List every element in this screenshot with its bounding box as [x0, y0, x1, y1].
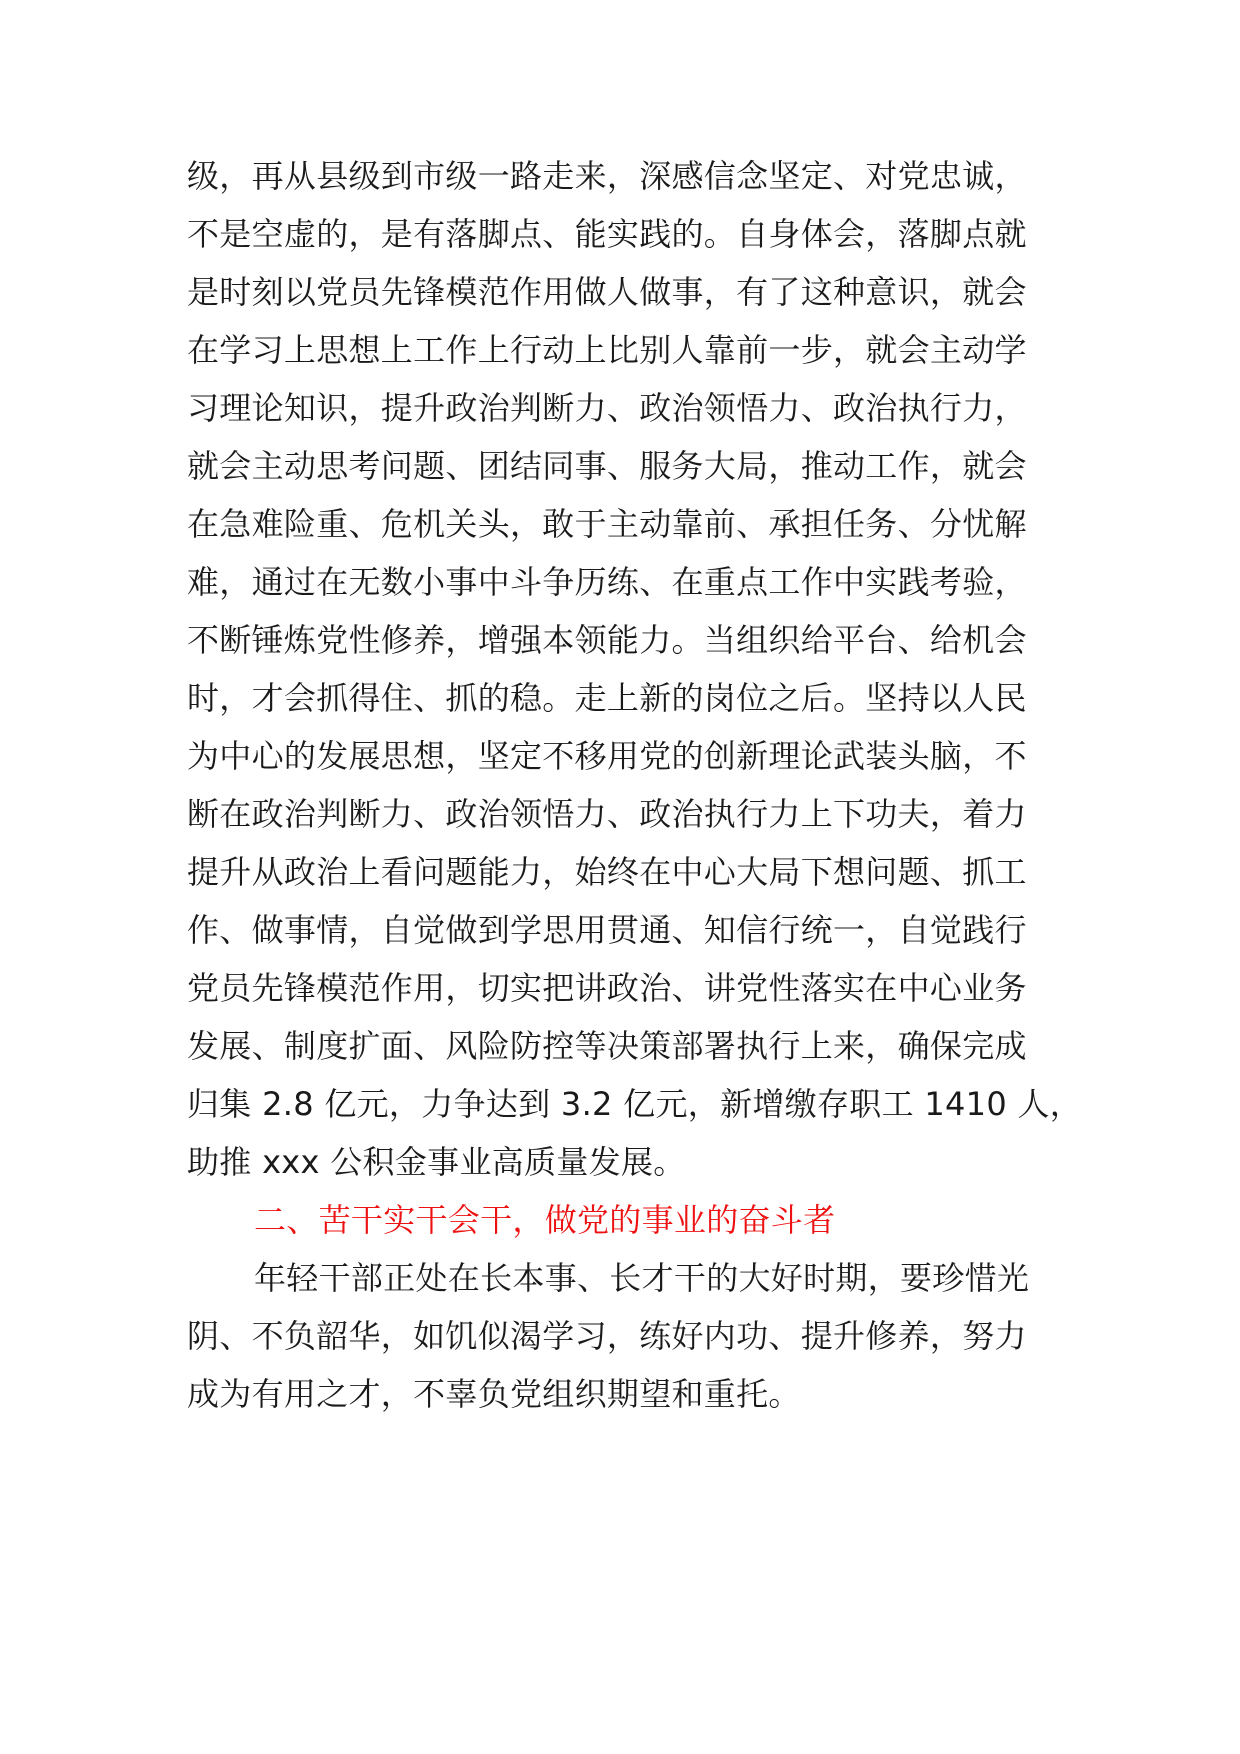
- section-heading: 二、苦干实干会干，做党的事业的奋斗者: [254, 1201, 836, 1239]
- body-text-line: 断在政治判断力、政治领悟力、政治执行力上下功夫，着力: [187, 795, 1027, 833]
- body-text-line: 归集 2.8 亿元，力争达到 3.2 亿元，新增缴存职工 1410 人，: [187, 1085, 1083, 1123]
- body-text-line: 是时刻以党员先锋模范作用做人做事，有了这种意识，就会: [187, 273, 1027, 311]
- body-text-line: 在急难险重、危机关头，敢于主动靠前、承担任务、分忧解: [187, 505, 1027, 543]
- body-text-line: 成为有用之才，不辜负党组织期望和重托。: [187, 1375, 801, 1413]
- body-text-line: 不断锤炼党性修养，增强本领能力。当组织给平台、给机会: [187, 621, 1027, 659]
- body-text-line: 在学习上思想上工作上行动上比别人靠前一步，就会主动学: [187, 331, 1027, 369]
- body-text-line: 助推 xxx 公积金事业高质量发展。: [187, 1143, 686, 1181]
- body-text-line: 难，通过在无数小事中斗争历练、在重点工作中实践考验，: [187, 563, 1027, 601]
- body-text-line: 级，再从县级到市级一路走来，深感信念坚定、对党忠诚，: [187, 157, 1027, 195]
- body-text-line: 年轻干部正处在长本事、长才干的大好时期，要珍惜光: [254, 1259, 1030, 1297]
- body-text-line: 不是空虚的，是有落脚点、能实践的。自身体会，落脚点就: [187, 215, 1027, 253]
- body-text-line: 发展、制度扩面、风险防控等决策部署执行上来，确保完成: [187, 1027, 1027, 1065]
- body-text-line: 党员先锋模范作用，切实把讲政治、讲党性落实在中心业务: [187, 969, 1027, 1007]
- body-text-line: 提升从政治上看问题能力，始终在中心大局下想问题、抓工: [187, 853, 1027, 891]
- body-text-line: 习理论知识，提升政治判断力、政治领悟力、政治执行力，: [187, 389, 1027, 427]
- body-text-line: 作、做事情，自觉做到学思用贯通、知信行统一，自觉践行: [187, 911, 1027, 949]
- body-text-line: 为中心的发展思想，坚定不移用党的创新理论武装头脑，不: [187, 737, 1027, 775]
- body-text-line: 时，才会抓得住、抓的稳。走上新的岗位之后。坚持以人民: [187, 679, 1027, 717]
- body-text-line: 就会主动思考问题、团结同事、服务大局，推动工作，就会: [187, 447, 1027, 485]
- body-text-line: 阴、不负韶华，如饥似渴学习，练好内功、提升修养，努力: [187, 1317, 1027, 1355]
